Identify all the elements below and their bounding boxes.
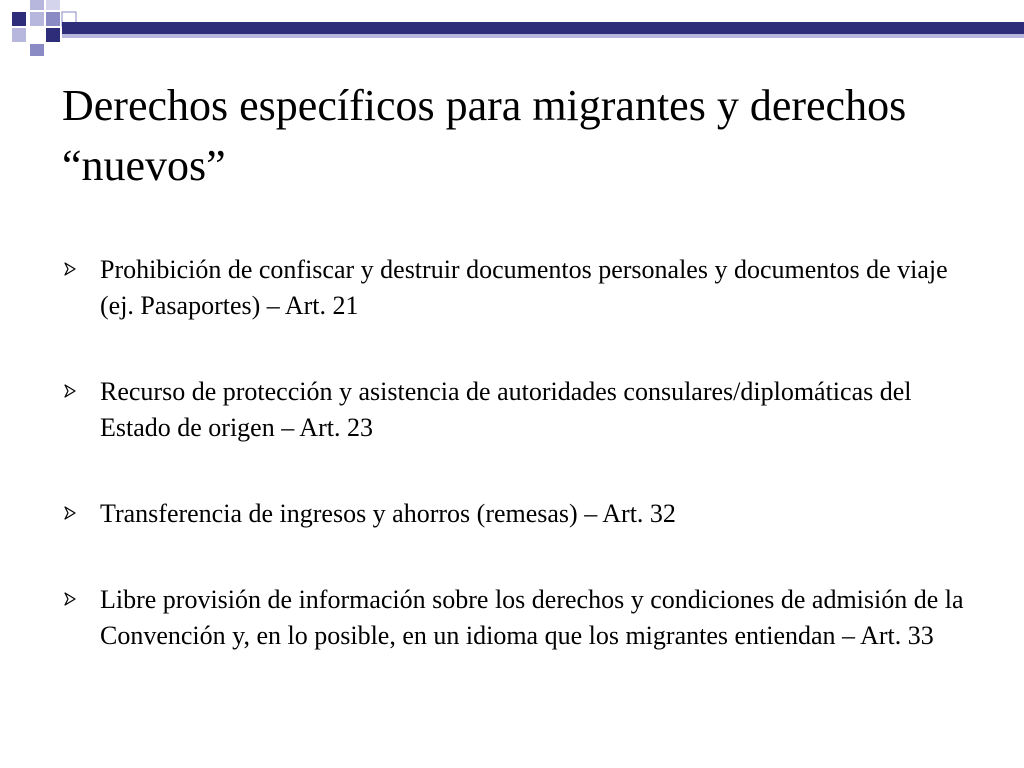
bullet-text: Recurso de protección y asistencia de autoridades consulares/diplomáticas del Estado de origen – Art. 23 bbox=[100, 377, 912, 442]
bullet-item bbox=[62, 582, 982, 654]
header-bar-light bbox=[62, 34, 1024, 38]
bullet-text: Prohibición de confiscar y destruir documentos personales y documentos de viaje (ej. Pasaportes) – Art. 21 bbox=[100, 255, 948, 320]
bullet-item bbox=[62, 496, 982, 532]
arrow-bullet-icon bbox=[62, 383, 78, 399]
bullet-text: Transferencia de ingresos y ahorros (remesas) – Art. 32 bbox=[100, 499, 676, 528]
bullet-item bbox=[62, 374, 982, 446]
header-decoration bbox=[0, 0, 1024, 60]
slide-title: Derechos específicos para migrantes y derechos “nuevos” bbox=[62, 81, 907, 190]
arrow-bullet-icon bbox=[62, 591, 78, 607]
arrow-bullet-icon bbox=[62, 261, 78, 277]
bullet-item bbox=[62, 252, 982, 324]
arrow-bullet-icon bbox=[62, 505, 78, 521]
bullet-list bbox=[62, 252, 982, 704]
header-bar-dark bbox=[62, 22, 1024, 34]
bullet-text: Libre provisión de información sobre los derechos y condiciones de admisión de la Convención y, en lo posible, en un idioma que los migrantes entiendan – Art. 33 bbox=[100, 585, 964, 650]
